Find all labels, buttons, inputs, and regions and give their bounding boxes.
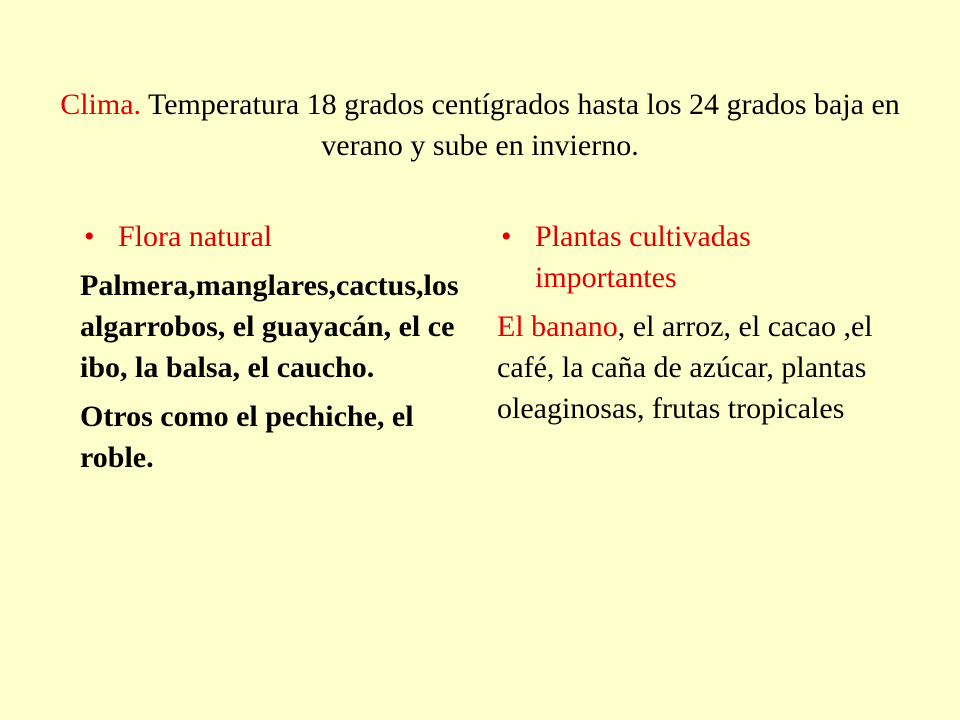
left-column — [80, 216, 460, 486]
flora-paragraph-others: Otros como el pechiche, el roble. — [80, 400, 414, 474]
bullet-heading: Plantas cultivadas importantes — [535, 220, 751, 294]
title-lead: Clima. — [60, 88, 142, 121]
slide-title — [60, 84, 900, 166]
cultivated-lead: El banano — [497, 310, 618, 343]
bullet-flora-natural — [80, 216, 460, 257]
cultivated-paragraph — [497, 306, 897, 429]
bullet-dot-icon: • — [501, 220, 512, 253]
flora-paragraph: Palmera,manglares,cactus,los algarrobos, el guayacán, el ceibo, la balsa, el caucho. — [80, 269, 459, 384]
bullet-heading: Flora natural — [118, 220, 273, 253]
title-rest: Temperatura 18 grados centígrados hasta los 24 grados baja en verano y sube en invierno. — [141, 88, 900, 162]
bullet-plantas-cultivadas — [497, 216, 897, 298]
cultivated-rest: , el arroz, el cacao ,el café, la caña de azúcar, plantas oleaginosas, frutas tropicales — [497, 310, 873, 425]
right-column — [497, 216, 897, 437]
bullet-dot-icon: • — [84, 220, 95, 253]
